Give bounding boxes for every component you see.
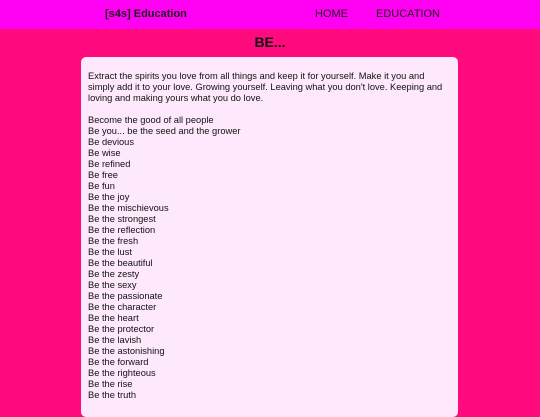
list-item: Be the mischievous xyxy=(88,203,169,213)
list-item: Be devious xyxy=(88,137,134,147)
intro-paragraph: Extract the spirits you love from all things and keep it for yourself. Make it you and simply add it to your love. Growing yourself. Leaving what you don't love. Keeping and loving and making yours what you do love. xyxy=(88,71,443,103)
list-item: Be the sexy xyxy=(88,280,137,290)
list-item: Be the astonishing xyxy=(88,346,165,356)
nav-home-link[interactable]: HOME xyxy=(315,8,348,20)
list-item: Be the passionate xyxy=(88,291,163,301)
list-item: Be the heart xyxy=(88,313,139,323)
list-item: Be the reflection xyxy=(88,225,156,235)
list-item: Be the fresh xyxy=(88,236,139,246)
list-item: Be fun xyxy=(88,181,115,191)
list-item: Be the protector xyxy=(88,324,155,334)
brand-link[interactable]: [s4s] Education xyxy=(105,8,187,20)
list-item: Be you... be the seed and the grower xyxy=(88,126,241,136)
list-item: Be free xyxy=(88,170,118,180)
list-item: Be the rise xyxy=(88,379,133,389)
be-list xyxy=(88,115,451,401)
list-item: Be wise xyxy=(88,148,121,158)
content-card xyxy=(81,57,458,417)
list-item: Be the character xyxy=(88,302,157,312)
top-navbar xyxy=(0,0,540,29)
nav-education-link[interactable]: EDUCATION xyxy=(376,8,440,20)
list-item: Be refined xyxy=(88,159,131,169)
list-item: Be the strongest xyxy=(88,214,156,224)
page-title: BE... xyxy=(254,34,286,50)
list-item: Be the forward xyxy=(88,357,149,367)
list-item: Be the lavish xyxy=(88,335,142,345)
list-item: Be the zesty xyxy=(88,269,140,279)
list-item: Be the righteous xyxy=(88,368,156,378)
list-item: Become the good of all people xyxy=(88,115,214,125)
list-item: Be the truth xyxy=(88,390,137,400)
list-item: Be the lust xyxy=(88,247,132,257)
list-item: Be the joy xyxy=(88,192,130,202)
list-item: Be the beautiful xyxy=(88,258,153,268)
